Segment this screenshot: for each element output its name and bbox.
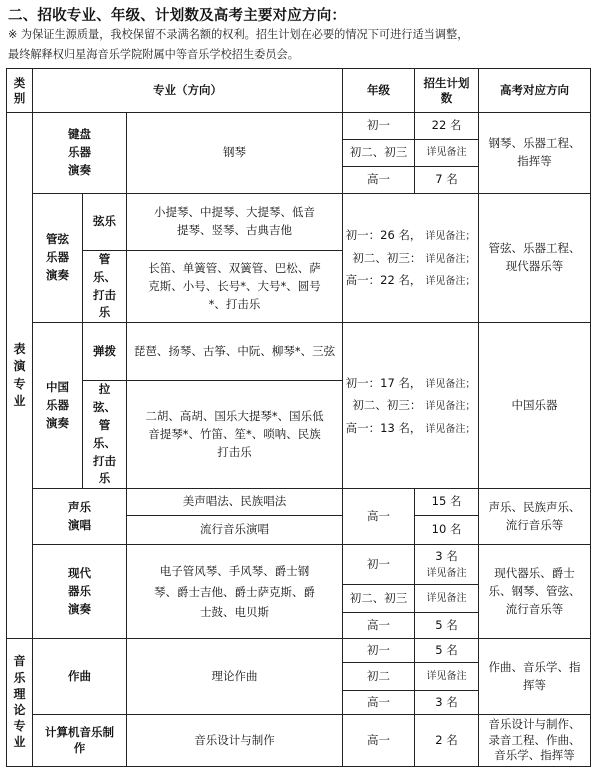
modern-grade-1: 初一 <box>343 545 415 585</box>
table-row <box>7 323 591 381</box>
table-row <box>7 489 591 516</box>
modern-instruments: 电子管风琴、手风琴、爵士钢琴、爵士吉他、爵士萨克斯、爵士鼓、电贝斯 <box>127 545 343 639</box>
vocal-grade: 高一 <box>343 489 415 545</box>
section-heading: 二、招收专业、年级、计划数及高考主要对应方向： <box>8 8 347 24</box>
header-category: 类别 <box>7 69 33 113</box>
keyboard-count-2: 详见备注 <box>415 140 479 167</box>
keyboard-count-3: 7 名 <box>415 167 479 194</box>
winds-name: 管弦乐器演奏 <box>33 194 83 323</box>
composition-grade-3: 高一 <box>343 691 415 715</box>
winds-brass-sub: 管乐、打击乐 <box>83 251 127 323</box>
composition-direction: 作曲、音乐学、指挥等 <box>479 639 591 715</box>
winds-string-sub: 弦乐 <box>83 194 127 251</box>
composition-grade-1: 初一 <box>343 639 415 663</box>
computer-instruments: 音乐设计与制作 <box>127 715 343 767</box>
modern-grade-3: 高一 <box>343 613 415 639</box>
vocal-count-2: 10 名 <box>415 516 479 545</box>
header-direction: 高考对应方向 <box>479 69 591 113</box>
composition-count-3: 3 名 <box>415 691 479 715</box>
chinese-name: 中国乐器演奏 <box>33 323 83 489</box>
composition-count-1: 5 名 <box>415 639 479 663</box>
winds-grades: 初一：26 名， 详见备注； 初二、初三： 详见备注； 高一：22 名， 详见备注； <box>343 194 479 323</box>
category-performance: 表演专业 <box>7 113 33 639</box>
winds-brass-instruments: 长笛、单簧管、双簧管、巴松、萨克斯、小号、长号*、大号*、圆号*、打击乐 <box>127 251 343 323</box>
chinese-pluck-instruments: 琵琶、扬琴、古筝、中阮、柳琴*、三弦 <box>127 323 343 381</box>
table-row <box>7 639 591 663</box>
composition-grade-2: 初二 <box>343 663 415 691</box>
note-line-1: ※ 为保证生源质量，我校保留不录满名额的权利。招生计划在必要的情况下可进行适当调整， <box>8 28 469 41</box>
computer-count: 2 名 <box>415 715 479 767</box>
composition-instruments: 理论作曲 <box>127 639 343 715</box>
table-row <box>7 715 591 767</box>
keyboard-grade-1: 初一 <box>343 113 415 140</box>
header-plan: 招生计划数 <box>415 69 479 113</box>
chinese-pluck-sub: 弹拨 <box>83 323 127 381</box>
computer-direction: 音乐设计与制作、录音工程、作曲、音乐学、指挥等 <box>479 715 591 767</box>
vocal-name: 声乐演唱 <box>33 489 127 545</box>
modern-direction: 现代器乐、爵士乐、钢琴、管弦、流行音乐等 <box>479 545 591 639</box>
modern-count-2: 详见备注 <box>415 585 479 613</box>
keyboard-grade-2: 初二、初三 <box>343 140 415 167</box>
modern-count-3: 5 名 <box>415 613 479 639</box>
header-major: 专业（方向） <box>33 69 343 113</box>
table-row <box>7 545 591 585</box>
vocal-count-1: 15 名 <box>415 489 479 516</box>
keyboard-count-1: 22 名 <box>415 113 479 140</box>
modern-grade-2: 初二、初三 <box>343 585 415 613</box>
vocal-direction: 声乐、民族声乐、流行音乐等 <box>479 489 591 545</box>
winds-string-instruments: 小提琴、中提琴、大提琴、低音提琴、竖琴、古典吉他 <box>127 194 343 251</box>
note-line-2: 最终解释权归星海音乐学院附属中等音乐学校招生委员会。 <box>8 48 299 61</box>
table-header-row <box>7 69 591 113</box>
computer-grade: 高一 <box>343 715 415 767</box>
header-grade: 年级 <box>343 69 415 113</box>
table-row <box>7 113 591 140</box>
chinese-grades: 初一：17 名， 详见备注； 初二、初三： 详见备注； 高一：13 名， 详见备注； <box>343 323 479 489</box>
table-row <box>7 194 591 251</box>
chinese-bow-sub: 拉弦、管乐、打击乐 <box>83 381 127 489</box>
vocal-row-1: 美声唱法、民族唱法 <box>127 489 343 516</box>
vocal-row-2: 流行音乐演唱 <box>127 516 343 545</box>
keyboard-direction: 钢琴、乐器工程、指挥等 <box>479 113 591 194</box>
composition-name: 作曲 <box>33 639 127 715</box>
keyboard-name: 键盘乐器演奏 <box>33 113 127 194</box>
winds-direction: 管弦、乐器工程、现代器乐等 <box>479 194 591 323</box>
chinese-direction: 中国乐器 <box>479 323 591 489</box>
modern-count-1: 3 名 详见备注 <box>415 545 479 585</box>
computer-name: 计算机音乐制作 <box>33 715 127 767</box>
composition-count-2: 详见备注 <box>415 663 479 691</box>
modern-name: 现代器乐演奏 <box>33 545 127 639</box>
keyboard-grade-3: 高一 <box>343 167 415 194</box>
category-theory: 音乐理论专业 <box>7 639 33 767</box>
keyboard-instruments: 钢琴 <box>127 113 343 194</box>
enrollment-table <box>6 68 591 767</box>
chinese-bow-instruments: 二胡、高胡、国乐大提琴*、国乐低音提琴*、竹笛、笙*、唢呐、民族打击乐 <box>127 381 343 489</box>
